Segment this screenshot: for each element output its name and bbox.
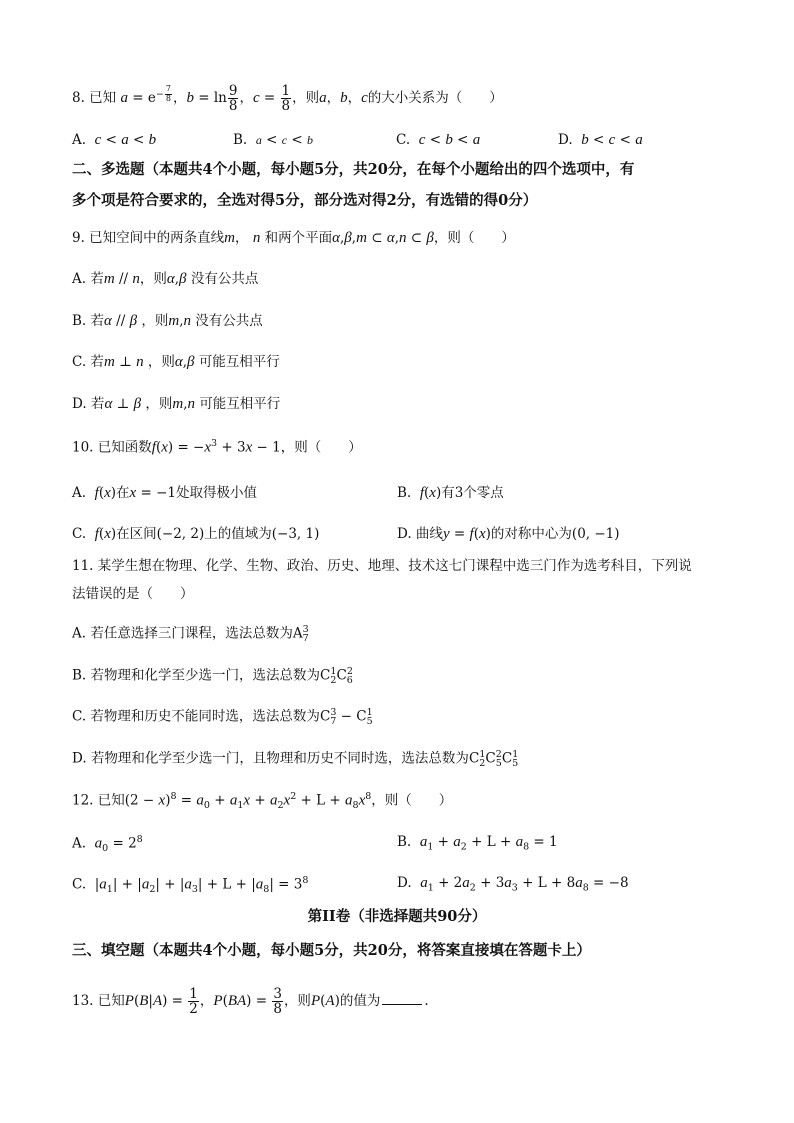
q8-option-a[interactable]: A. c < a < b [72,132,157,148]
q12-option-c[interactable]: C. $|a_1| + |a_2| + |a_3| + L + |a_8| = 3^8$ [72,875,309,896]
q8-option-c[interactable]: C. c < b < a [396,132,481,148]
q10-option-c[interactable]: C. f(x)在区间(−2, 2)上的值域为(−3, 1) [72,526,320,542]
q11-option-b[interactable]: B. 若物理和化学至少选一门，选法总数为$C_2^1C_6^2$ [72,666,353,687]
q10-option-d[interactable]: D. 曲线y = f(x)的对称中心为(0, −1) [397,526,620,542]
q10-option-a[interactable]: A. f(x)在x = −1处取得极小值 [72,485,258,501]
question-8: 8. 已知 $a = e^{- \frac{7}{8}}$ ，b = ln $\frac{9}{8}$ ，c = $\frac{1}{8}$ ，则a，b，c的大小关系为（ ） [72,83,503,115]
q8-frac-9-8: $\frac{9}{8}$ [228,83,238,115]
section-3-heading: 三、填空题（本题共4个小题，每小题5分，共20分，将答案直接填在答题卡上） [72,942,591,959]
section-2-heading-line2: 多个项是符合要求的，全选对得5分，部分选对得2分，有选错的得0分） [72,192,538,209]
section-2-heading-line1: 二、多选题（本题共4个小题，每小题5分，共20分，在每个小题给出的四个选项中，有 [72,161,635,178]
q9-option-d[interactable]: D. 若α ⊥ β ，则m,n 可能互相平行 [72,396,281,412]
question-11-line1: 11. 某学生想在物理、化学、生物、政治、历史、地理、技术这七门课程中选三门作为选考科目，下列说 [72,558,692,574]
question-13: 13. 已知P(B|A) = $\frac{1}{2}$ ，P(BA) = $\frac{3}{8}$ ，则P(A)的值为 . [72,986,429,1018]
q10-option-b[interactable]: B. f(x)有3个零点 [397,485,504,501]
q11-option-c[interactable]: C. 若物理和历史不能同时选，选法总数为$C_7^3 - C_5^1$ [72,707,373,728]
q12-option-d[interactable]: D. $a_1 + 2a_2 + 3a_3 + L + 8a_8 = -8$ [397,875,629,894]
q9-option-a[interactable]: A. 若m // n，则α,β 没有公共点 [72,271,259,287]
question-11-line2: 法错误的是（ ） [72,586,194,602]
q11-option-d[interactable]: D. 若物理和化学至少选一门，且物理和历史不同时选，选法总数为$C_2^1C_5^2C_5^1$ [72,749,519,770]
question-10: 10. 已知函数$f(x) = -x^3 + 3x - 1$，则（ ） [72,438,362,456]
q9-option-b[interactable]: B. 若α // β ，则m,n 没有公共点 [72,313,263,329]
q8-exponent: − 7 8 [155,84,171,103]
q8-option-d[interactable]: D. b < c < a [558,132,643,148]
q11-option-a[interactable]: A. 若任意选择三门课程，选法总数为$A_7^3$ [72,624,309,645]
q8-formula: a [120,90,128,107]
part-2-title: 第II卷（非选择题共90分） [307,908,487,925]
question-9: 9. 已知空间中的两条直线m， n 和两个平面α,β,m ⊂ α,n ⊂ β，则（ ） [72,230,515,246]
q8-frac-1-8: $\frac{1}{8}$ [281,83,291,115]
question-12: 12. 已知$(2 - x)^8 = a_0 + a_1x + a_2x^2 + L + a_8x^8$，则（ ） [72,791,453,812]
q12-option-b[interactable]: B. $a_1 + a_2 + L + a_8 = 1$ [397,834,558,853]
q9-option-c[interactable]: C. 若m ⊥ n ，则α,β 可能互相平行 [72,354,280,370]
q8-stem: 8. 已知 [72,90,117,107]
q13-answer-blank[interactable] [382,1003,422,1005]
q12-option-a[interactable]: A. $a_0 = 2^8$ [72,834,143,855]
q8-option-b[interactable]: B. a < c < b [233,132,313,148]
